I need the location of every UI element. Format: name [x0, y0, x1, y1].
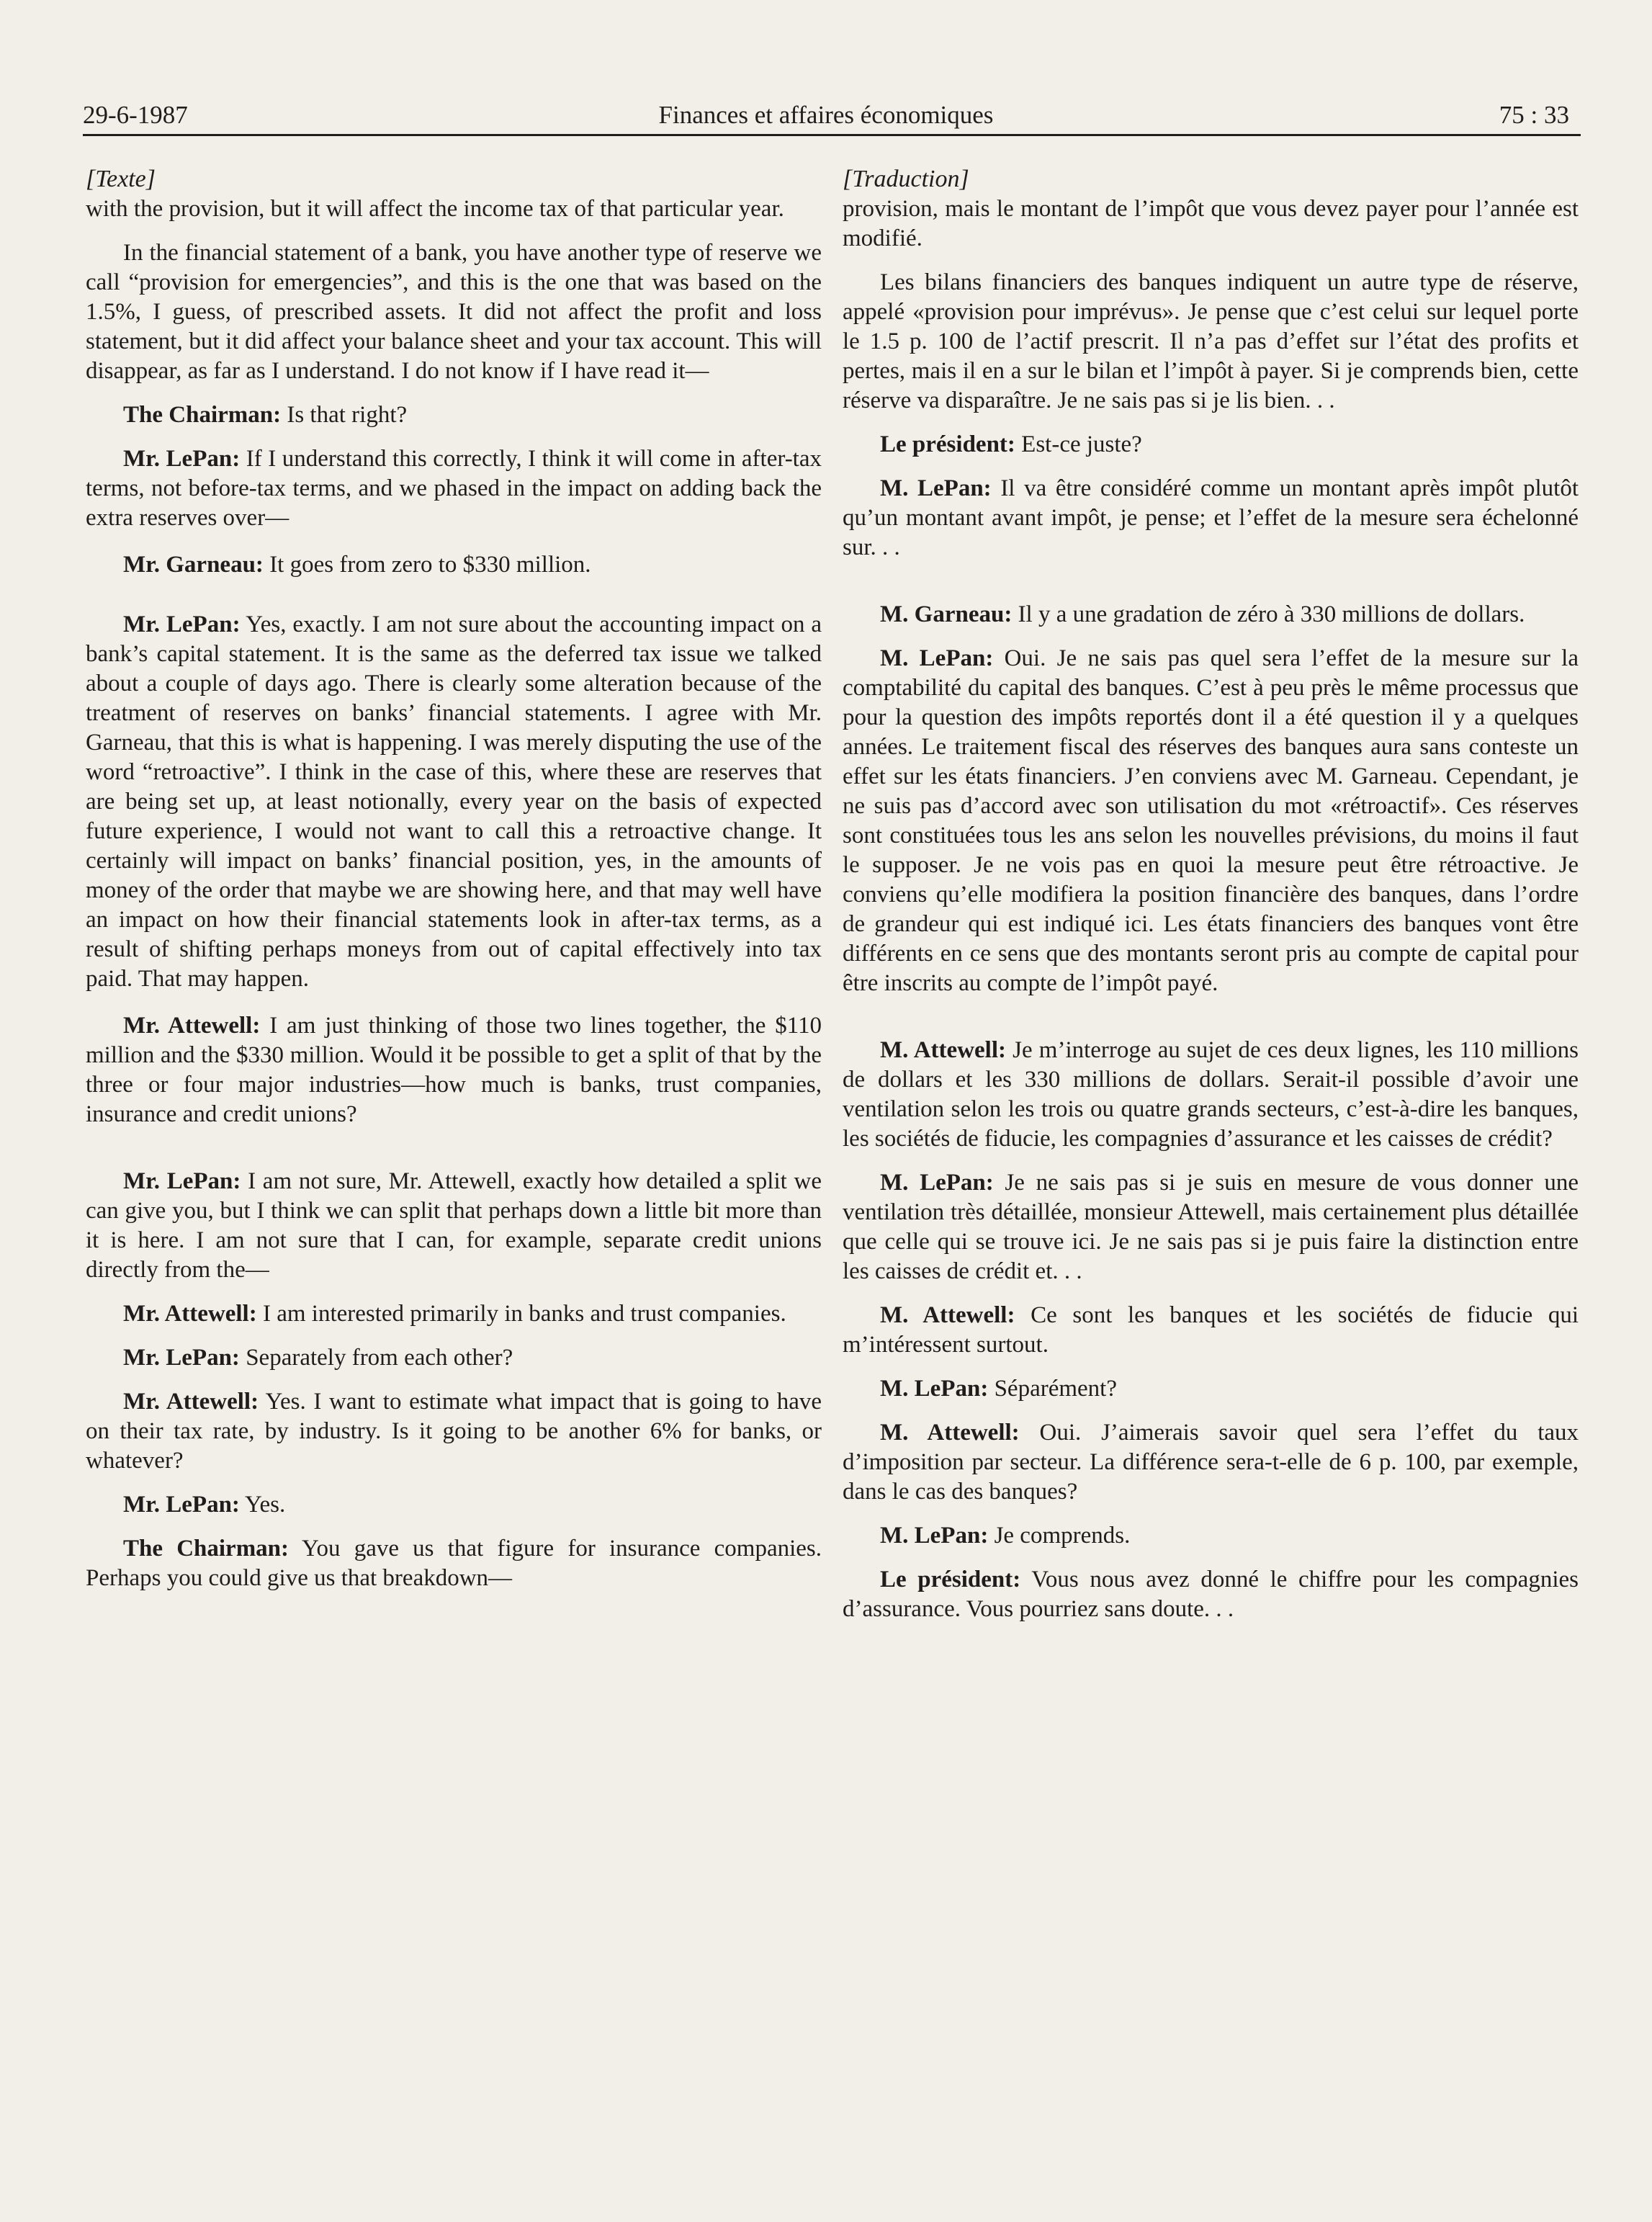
speech-paragraph — [843, 474, 1579, 563]
speaker-name: M. Attewell: — [880, 1420, 1020, 1446]
speech-paragraph — [843, 600, 1579, 630]
speech-text: I am interested primarily in banks and trust companies. — [262, 1301, 786, 1327]
speech-text: Separately from each other? — [246, 1345, 513, 1371]
speech-paragraph — [86, 550, 822, 580]
speech-text: I am just thinking of those two lines together, the $110 million and the $330 million. Would it be possible to get a split of that by the three or four major industries—how much is banks, trust companies, insurance and credit unions? — [86, 1013, 822, 1127]
paragraph-text: with the provision, but it will affect the income tax of that particular year. — [86, 196, 784, 222]
paragraph-text: In the financial statement of a bank, you have another type of reserve we call “provision for emergencies”, and this is the one that was based on the 1.5%, I guess, of prescribed assets. It did not affect the profit and loss statement, but it did affect your balance sheet and your tax account. This will disappear, as far as I understand. I do not know if I have read it— — [86, 240, 822, 384]
speech-paragraph — [86, 1534, 822, 1593]
speech-text: Séparément? — [994, 1376, 1117, 1402]
speaker-name: M. LePan: — [880, 475, 992, 501]
speech-paragraph — [86, 1299, 822, 1329]
speaker-name: Mr. Attewell: — [123, 1389, 259, 1415]
speaker-name: Mr. Attewell: — [123, 1013, 261, 1039]
speech-text: Is that right? — [287, 402, 408, 428]
paragraph-text: Les bilans financiers des banques indiquent un autre type de réserve, appelé «provision pour imprévus». Je pense que c’est celui sur lequel porte le 1.5 p. 100 de l’actif prescrit. Il n’a pas d’effet sur l’état des profits et pertes, mais il en a sur le bilan et l’impôt à payer. Si je comprends bien, cette réserve va disparaître. Je ne sais pas si je lis bien. . . — [843, 269, 1579, 413]
speaker-name: The Chairman: — [123, 402, 282, 428]
speech-text: You gave us that figure for insurance companies. Perhaps you could give us that breakdown— — [86, 1536, 822, 1591]
speaker-name: Mr. LePan: — [123, 1492, 240, 1518]
speech-paragraph — [843, 1374, 1579, 1404]
speaker-name: Mr. Garneau: — [123, 552, 264, 578]
speaker-name: Le président: — [880, 1567, 1021, 1592]
speaker-name: M. Attewell: — [880, 1037, 1006, 1063]
speaker-name: Le président: — [880, 431, 1015, 457]
speech-paragraph — [843, 1565, 1579, 1624]
speech-text: Yes. — [244, 1492, 286, 1518]
speaker-name: Mr. Attewell: — [123, 1301, 257, 1327]
paragraph — [843, 194, 1579, 254]
speech-text: Il va être considéré comme un montant après impôt plutôt qu’un montant avant impôt, je pense; et l’effet de la mesure sera échelonné sur. . . — [843, 475, 1579, 560]
speech-paragraph — [86, 1343, 822, 1373]
paragraph-text: provision, mais le montant de l’impôt que vous devez payer pour l’année est modifié. — [843, 196, 1579, 251]
header-title: Finances et affaires économiques — [658, 101, 994, 129]
paragraph — [86, 194, 822, 224]
speech-paragraph — [86, 1387, 822, 1476]
speech-paragraph — [86, 1490, 822, 1520]
speaker-name: Mr. LePan: — [123, 446, 241, 472]
english-column — [86, 164, 822, 1593]
speech-text: Je m’interroge au sujet de ces deux lignes, les 110 millions de dollars et les 330 millions de dollars. Serait-il possible d’avoir une ventilation selon les trois ou quatre grands secteurs, c’est-à-dire les banques, les sociétés de fiducie, les compagnies d’assurance et les caisses de crédit? — [843, 1037, 1579, 1152]
speech-text: It goes from zero to $330 million. — [269, 552, 591, 578]
speaker-name: M. Garneau: — [880, 601, 1013, 627]
speaker-name: M. Attewell: — [880, 1302, 1015, 1328]
translation-marker: [Traduction] — [843, 166, 969, 192]
header-page-number: 75 : 33 — [1499, 101, 1569, 129]
speaker-name: The Chairman: — [123, 1536, 289, 1562]
speaker-name: M. LePan: — [880, 1170, 994, 1196]
speaker-name: Mr. LePan: — [123, 612, 241, 637]
speech-paragraph — [843, 1168, 1579, 1286]
speech-paragraph — [86, 1011, 822, 1129]
speech-paragraph — [843, 1418, 1579, 1507]
speech-text: Yes. I want to estimate what impact that is going to have on their tax rate, by industry. Is it going to be another 6% for banks, or whatever? — [86, 1389, 822, 1474]
speech-paragraph — [843, 644, 1579, 998]
speech-text: Il y a une gradation de zéro à 330 millions de dollars. — [1018, 601, 1525, 627]
speech-text: Oui. J’aimerais savoir quel sera l’effet du taux d’imposition par secteur. La différence sera-t-elle de 6 p. 100, par exemple, dans le cas des banques? — [843, 1420, 1579, 1505]
speech-paragraph — [86, 610, 822, 994]
speech-text: Vous nous avez donné le chiffre pour les compagnies d’assurance. Vous pourriez sans doute. . . — [843, 1567, 1579, 1622]
speech-text: Yes, exactly. I am not sure about the accounting impact on a bank’s capital statement. It is the same as the deferred tax issue we talked about a couple of days ago. There is clearly some alteration because of the treatment of reserves on banks’ financial statements. I agree with Mr. Garneau, that this is what is happening. I was merely disputing the use of the word “retroactive”. I think in the case of this, where these are reserves that are being set up, at least notionally, every year on the basis of expected future experience, I would not want to call this a retroactive change. It certainly will impact on banks’ financial position, yes, in the amounts of money of the order that maybe we are showing here, and that may well have an impact on how their financial statements look in after-tax terms, as a result of shifting perhaps moneys from out of capital effectively into tax paid. That may happen. — [86, 612, 822, 992]
paragraph — [86, 238, 822, 386]
speaker-name: Mr. LePan: — [123, 1168, 241, 1194]
text-marker: [Texte] — [86, 166, 156, 192]
header-date: 29-6-1987 — [83, 101, 188, 129]
speech-text: If I understand this correctly, I think it will come in after-tax terms, not before-tax terms, and we phased in the impact on adding back the extra reserves over— — [86, 446, 822, 531]
speaker-name: Mr. LePan: — [123, 1345, 240, 1371]
speech-paragraph — [843, 1301, 1579, 1360]
speech-paragraph — [843, 1521, 1579, 1551]
speech-text: I am not sure, Mr. Attewell, exactly how detailed a split we can give you, but I think we can split that perhaps down a little bit more than it is here. I am not sure that I can, for example, separate credit unions directly from the— — [86, 1168, 822, 1283]
french-column — [843, 164, 1579, 1624]
speaker-name: M. LePan: — [880, 1376, 989, 1402]
speech-paragraph — [86, 1167, 822, 1285]
header-rule — [83, 134, 1581, 136]
speech-text: Je comprends. — [994, 1523, 1131, 1549]
speech-paragraph — [843, 430, 1579, 460]
speech-text: Oui. Je ne sais pas quel sera l’effet de la mesure sur la comptabilité du capital des banques. C’est à peu près le même processus que pour la question des impôts reportés dont il a été question il y a quelques années. Le traitement fiscal des réserves des banques aura sans conteste un effet sur les états financiers. J’en conviens avec M. Garneau. Cependant, je ne suis pas d’accord avec son utilisation du mot «rétroactif». Ces réserves sont constituées tous les ans selon les nouvelles prévisions, du moins il faut le supposer. Je ne vois pas en quoi la mesure peut être rétroactive. Je conviens qu’elle modifiera la position financière des banques, dans l’ordre de grandeur qui est indiqué ici. Les états financiers des banques vont être différents en ce sens que des montants seront pris au compte de capital pour être inscrits au compte de l’impôt payé. — [843, 645, 1579, 996]
speech-paragraph — [86, 400, 822, 430]
speech-text: Je ne sais pas si je suis en mesure de vous donner une ventilation très détaillée, monsieur Attewell, mais certainement plus détaillée que celle qui se trouve ici. Je ne sais pas si je puis faire la distinction entre les caisses de crédit et. . . — [843, 1170, 1579, 1284]
speech-text: Ce sont les banques et les sociétés de fiducie qui m’intéressent surtout. — [843, 1302, 1579, 1358]
paragraph — [843, 268, 1579, 416]
speech-paragraph — [86, 444, 822, 533]
speaker-name: M. LePan: — [880, 1523, 989, 1549]
speech-paragraph — [843, 1036, 1579, 1154]
speaker-name: M. LePan: — [880, 645, 994, 671]
speech-text: Est-ce juste? — [1021, 431, 1142, 457]
